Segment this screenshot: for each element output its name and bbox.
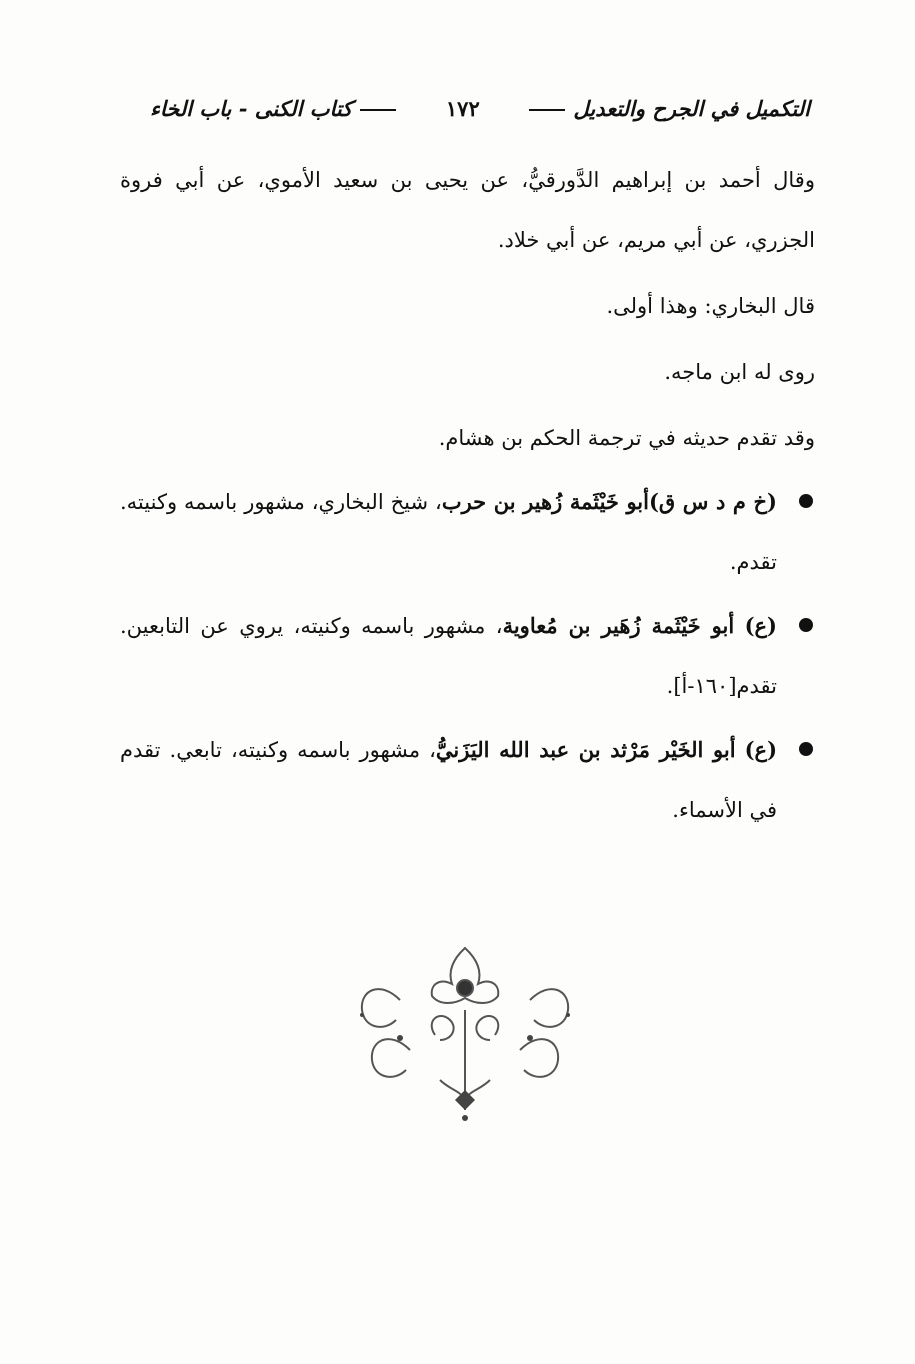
entry-name: أبو خَيْثَمة زُهير بن حرب bbox=[441, 489, 649, 514]
entry-text: ، مشهور باسمه وكنيته، يروي عن التابعين. تقدم[١٦٠-أ]. bbox=[120, 614, 777, 698]
page-number: ١٧٢ bbox=[445, 95, 480, 121]
biography-entry bbox=[120, 720, 815, 840]
entry-code: (ع) bbox=[744, 737, 778, 762]
entry-name: أبو الخَيْر مَرْثد بن عبد الله اليَزَنيُّ bbox=[435, 737, 736, 762]
paragraph: وقد تقدم حديثه في ترجمة الحكم بن هشام. bbox=[438, 426, 815, 450]
book-title: التكميل في الجرح والتعديل bbox=[521, 96, 810, 121]
running-header bbox=[150, 88, 810, 128]
entry-code: (ع) bbox=[744, 613, 777, 638]
entry-text: ، شيخ البخاري، مشهور باسمه وكنيته. تقدم. bbox=[120, 490, 777, 574]
section-title: كتاب الكنى - باب الخاء bbox=[150, 96, 404, 121]
paragraph: وقال أحمد بن إبراهيم الدَّورقيُّ، عن يحيى بن سعيد الأموي، عن أبي فروة الجزري، عن أبي مريم، عن أبي خلاد. bbox=[120, 168, 815, 252]
header-dash bbox=[360, 109, 396, 111]
paragraph: قال البخاري: وهذا أولى. bbox=[606, 294, 815, 318]
entry-text: ، مشهور باسمه وكنيته، تابعي. تقدم في الأسماء. bbox=[120, 738, 777, 822]
bullet-icon bbox=[799, 742, 813, 756]
header-dash bbox=[529, 109, 565, 111]
bullet-icon bbox=[799, 494, 813, 508]
entry-code: (خ م د س ق) bbox=[649, 489, 777, 514]
biography-entry bbox=[120, 472, 815, 592]
page-body bbox=[120, 150, 815, 840]
bullet-icon bbox=[799, 618, 813, 632]
floral-ornament-icon bbox=[340, 940, 590, 1130]
entry-name: أبو خَيْثَمة زُهَير بن مُعاوية bbox=[502, 613, 735, 638]
paragraph: روى له ابن ماجه. bbox=[664, 360, 815, 384]
biography-entry bbox=[120, 596, 815, 716]
